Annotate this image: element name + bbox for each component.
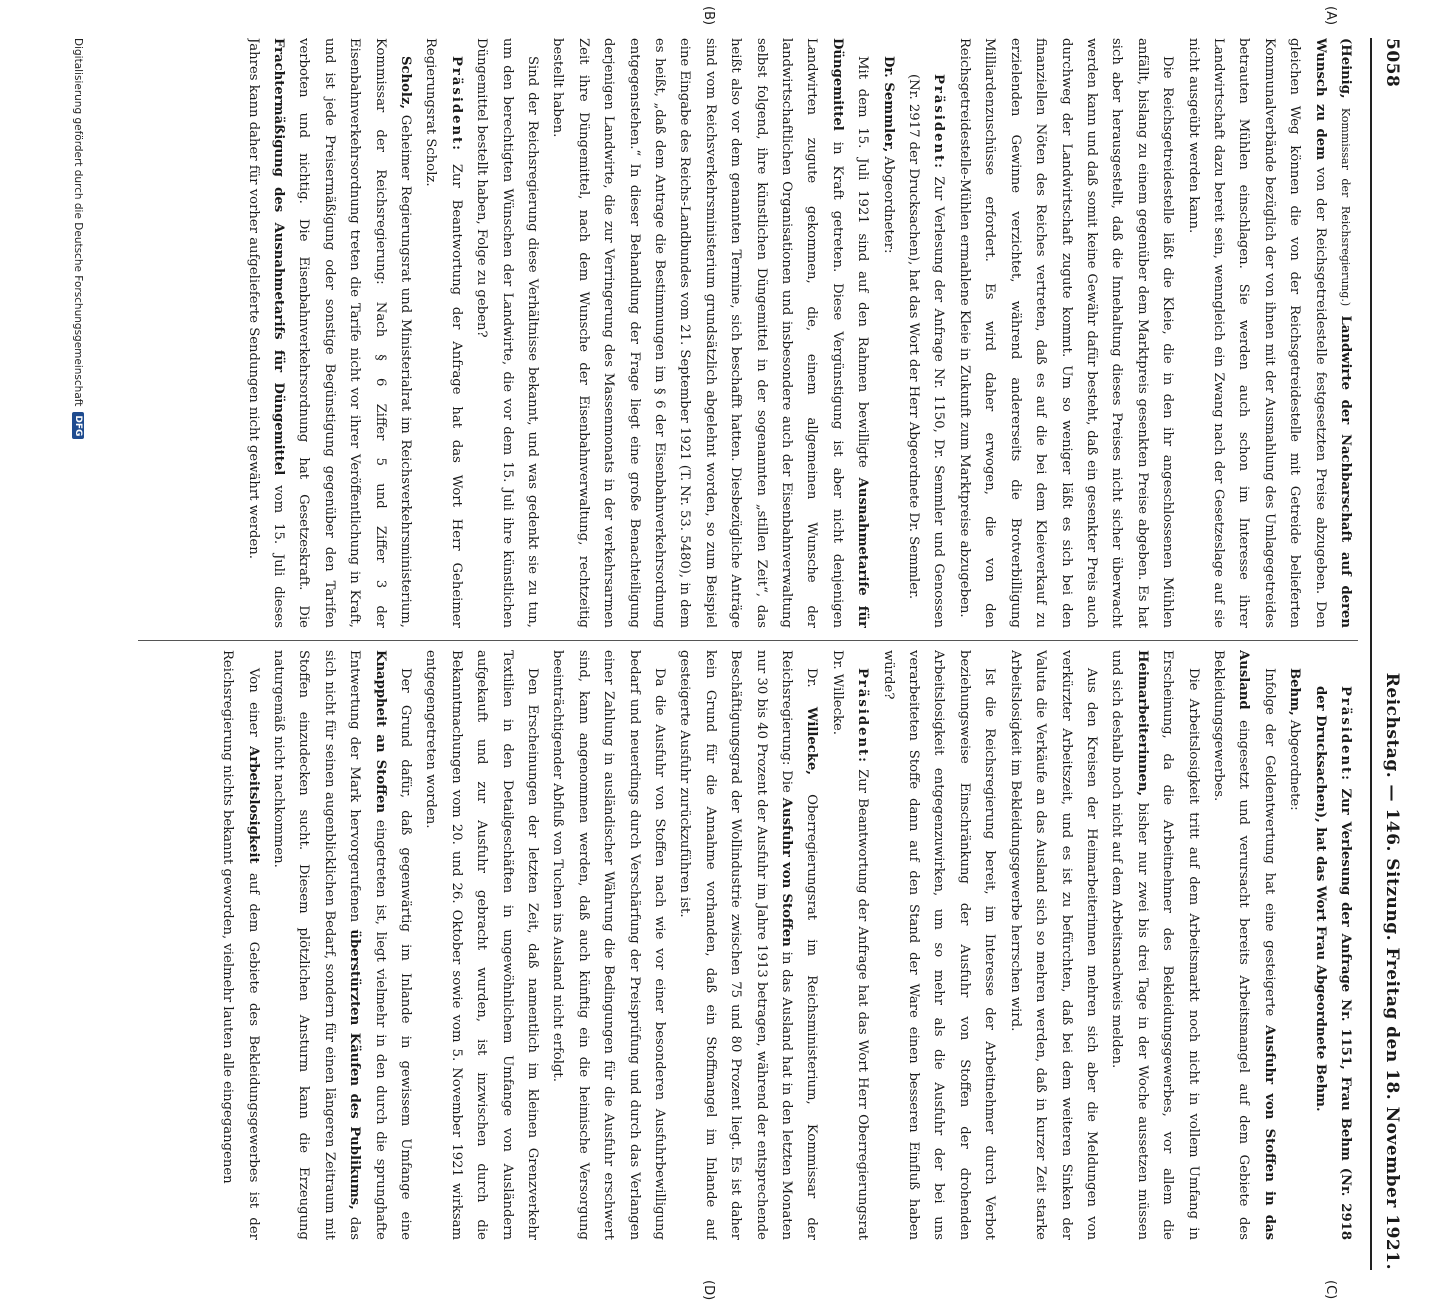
page-number: 5058 xyxy=(1382,38,1402,88)
margin-mark-a: (A) xyxy=(1323,6,1338,26)
running-title: Reichstag. — 146. Sitzung. Freitag den 18. November 1921. xyxy=(1382,672,1402,1270)
paragraph-text: Zur Verlesung der Anfrage Nr. 1150, Dr. Semmler und Genossen (Nr. 2917 der Drucksachen), hat das Wort der Herr Abgeordnete Dr. Semmler. xyxy=(906,74,947,628)
paragraph-text: in das Ausland hat in den letzten Monaten nur 30 bis 40 Prozent der Ausfuhr im Jahre 1913 betragen, während der entsprechende Beschäftigungsgrad der Wollindustrie zwischen 75 und 80 Prozent liegt. Es ist daher kein Grund für die Annahme vorhanden, daß ein Stoffmangel im Inlande auf gesteigerte Ausfuhr zurückzuführen ist. xyxy=(677,650,795,1240)
paragraph-text: von der Reichsgetreidestelle festgesetzten Preise abzugeben. Den gleichen Weg können die von der Reichsgetreidestelle mit Getreide belieferten Kommunalverbände bezüglich der von ihnen mit der Ausmahlung des Umlagegetreides betrauten Mühlen einschlagen. Sie werden auch schon im Interesse ihrer Landwirtschaft dazu bereit sein, wenngleich ein Zwang nach der Gesetzeslage auf sie nicht ausgeübt werden kann. xyxy=(1185,38,1328,628)
speaker-role: Oberregierungsrat im Reichsministerium, Kommissar der Reichsregierung: Die xyxy=(779,650,820,1240)
president-statement xyxy=(824,650,875,1240)
paragraph: Da die Ausfuhr von Stoffen nach wie vor einer besonderen Ausfuhrbewilligung bedarf und neuerdings durch Verschärfung der Preisprüfung und durch das Verlangen einer Zahlung in ausländischer Währung die Bedingungen für die Ausfuhr erschwert sind, kann angenommen werden, daß auch künftig ein die heimische Versorgung beeinträchtigender Abfluß von Tuchen ins Ausland nicht erfolgt. xyxy=(550,650,668,1240)
column-divider xyxy=(138,640,1358,641)
paragraph-text: eingetreten ist, liegt vielmehr in den durch die sprunghafte Entwertung der Mark hervorgerufenen xyxy=(347,650,388,1240)
speaker-role: Abgeordneter: xyxy=(880,156,896,254)
speaker-role: Kommissar der Reichsregierung.) xyxy=(1339,107,1352,307)
paragraph-text: Zur Beantwortung der Anfrage hat das Wort Herr Oberregierungsrat Dr. Willecke. xyxy=(829,650,871,1240)
paragraph: Aus den Kreisen der Heimarbeiterinnen mehren sich aber die Meldungen von verkürzter Arbeitszeit, und es ist zu befürchten, daß bei dem weiteren Sinken der Valuta die Verkäufe an das Ausland sich so mehren werden, daß in kurzer Zeit starke Arbeitslosigkeit im Bekleidungsgewerbe herrschen wird. xyxy=(1007,650,1099,1240)
speaker-name: Scholz, xyxy=(397,56,413,110)
speaker-line xyxy=(1282,650,1307,1240)
paragraph-text: das sich nicht für seinen augenblicklichen Bedarf, sondern für einen längeren Zeitraum mit Stoffen einzudecken sucht. Diesem plötzlichen Ansturm kann die Erzeugung naturgemäß nicht nachkommen. xyxy=(270,650,363,1240)
paragraph: Sind der Reichsregierung diese Verhältnisse bekannt, und was gedenkt sie zu tun, um den berechtigten Wünschen der Landwirte, die vor dem 15. Juli ihre künstlichen Düngemittel bestellt haben, Folge zu geben? xyxy=(474,38,540,628)
page-header xyxy=(1382,38,1402,1270)
emphasis: Knappheit an Stoffen xyxy=(372,650,388,813)
paragraph-text: Zur Beantwortung der Anfrage hat das Wort Herr Geheimer Regierungsrat Scholz. xyxy=(423,38,464,628)
paragraph-text: Infolge der Geldentwertung hat eine gesteigerte xyxy=(1261,668,1277,1017)
president-statement xyxy=(418,38,469,628)
paragraph-text: vom 15. Juli dieses Jahres kann daher für vorher aufgelieferte Sendungen nicht gewährt werden. xyxy=(245,38,286,628)
left-column xyxy=(138,38,1358,628)
paragraph-text: eingesetzt und verursacht bereits Arbeitsmangel auf dem Gebiete des Bekleidungsgewerbes. xyxy=(1210,650,1252,1240)
speaker-name: Dr. Semmler, xyxy=(880,56,896,153)
paragraph-text: Geheimer Regierungsrat und Ministerialrat im Reichsverkehrsministerium, Kommissar der Reichsregierung: Nach § 6 Ziffer 5 und Ziffer 3 der Eisenbahnverkehrsordnung treten die Tarife nicht vor ihrer Veröffentlichung in Kraft, und ist jede Preisermäßigung oder sonstige Begünstigung gegenüber den Tarifen verboten und nichtig. Die Eisenbahnverkehrsordnung hat Gesetzeskraft. Die xyxy=(296,38,413,628)
right-column xyxy=(138,650,1358,1240)
paragraph xyxy=(215,650,266,1240)
president-statement xyxy=(1307,650,1358,1240)
paragraph: Den Erscheinungen der letzten Zeit, daß namentlich im kleinen Grenzverkehr Textilien in den Detailgeschäften in ungewöhnlichem Umfange von Ausländern aufgekauft und zur Ausfuhr gebracht wurden, ist inzwischen durch die Bekanntmachungen vom 20. und 26. Oktober sowie vom 5. November 1921 wirksam entgegengetreten worden. xyxy=(423,650,540,1240)
emphasis: Ausnahmetarife für Düngemittel xyxy=(829,38,871,628)
emphasis: Landwirte der Nachbarschaft auf deren Wunsch zu dem xyxy=(1312,38,1353,628)
paragraph xyxy=(240,38,418,628)
margin-mark-b: (B) xyxy=(701,6,716,26)
paragraph-text: Zur Verlesung der Anfrage Nr. 1151, Frau Behm (Nr. 2918 der Drucksachen), hat das Wort Frau Abgeordnete Behm. xyxy=(1312,686,1353,1240)
emphasis: Frachtermäßigung des Ausnahmetarifs für Düngemittel xyxy=(270,38,286,476)
speaker-name: (Heinig, xyxy=(1338,38,1353,99)
paragraph-text: in Kraft getreten. Diese Vergünstigung ist aber nicht denjenigen Landwirten zugute gekommen, die, einem allgemeinen Wunsche der landwirtschaftlichen Organisationen und insbesondere auch der Eisenbahnverwaltung selbst folgend, ihre künstlichen Düngemittel in der sogenannten „stillen Zeit“, das heißt also vor dem genannten Termine, sich beschafft hatten. Diesbezügliche Anträge sind vom Reichsverkehrsministerium grundsätzlich abgelehnt worden, so zum Beispiel eine Eingabe des Reichs-Landbundes vom 21. September 1921 (T. Nr. 53. 5480), in dem es heißt, „daß dem Antrage die Bestimmungen im § 6 der Eisenbahnverkehrsordnung entgegenstehen.“ In dieser Behandlung der Frage liegt eine große Benachteiligung derjenigen Landwirte, die zur Verringerung des Massenmonats in der verkehrsarmen Zeit ihre Düngemittel, nach dem Wunsche der Eisenbahnverwaltung, rechtzeitig bestellt haben. xyxy=(550,38,845,628)
speaker-label: Präsident: xyxy=(448,56,464,153)
speaker-label: Präsident: xyxy=(931,74,947,171)
speaker-label: Präsident: xyxy=(855,668,871,765)
speaker-name: Willecke, xyxy=(804,706,820,775)
margin-mark-d: (D) xyxy=(701,1280,716,1300)
paragraph-text: Die Arbeitslosigkeit tritt auf dem Arbeitsmarkt noch nicht in vollem Umfang in Erscheinung, da die Arbeitnehmer des Bekleidungsgewerbes, vor allem die xyxy=(1160,650,1201,1240)
paragraph xyxy=(545,38,875,628)
speaker-role: Abgeordnete: xyxy=(1287,719,1303,811)
paragraph-text: Von einer xyxy=(245,668,261,737)
paragraph-text: Mit dem 15. Juli 1921 sind auf den Rahmen bewilligte xyxy=(855,56,871,468)
emphasis: Ausfuhr von Stoffen xyxy=(779,797,795,947)
emphasis: Arbeitslosigkeit xyxy=(245,746,261,864)
digitization-credit xyxy=(72,38,84,978)
emphasis: Heimarbeiterinnen, xyxy=(1134,650,1150,797)
paragraph-text: bisher nur zwei bis drei Tage in der Woche aussetzen müssen und sich deshalb noch nicht auf dem Arbeitsnachweis melden. xyxy=(1109,650,1150,1240)
paragraph xyxy=(1104,650,1206,1240)
paragraph: Ist die Reichsregierung bereit, im Interesse der Arbeitnehmer durch Verbot beziehungsweise Einschränkung der Ausfuhr von Stoffen der drohenden Arbeitslosigkeit entgegenzuwirken, um so mehr als die Ausfuhr der bei uns verarbeiteten Stoffe dann auf den Stand der Ware einen besseren Einfluß haben würde? xyxy=(880,650,998,1240)
margin-mark-c: (C) xyxy=(1323,1280,1338,1300)
paragraph-text: auf dem Gebiete des Bekleidungsgewerbes ist der Reichsregierung nichts bekannt geworden, vielmehr lauten alle eingegangenen xyxy=(220,650,261,1240)
paragraph-text: Der Grund dafür, daß gegenwärtig im Inlande in gewissem Umfange eine xyxy=(397,668,413,1240)
paragraph xyxy=(1206,650,1282,1240)
emphasis: überstürzten Käufen des Publikums, xyxy=(347,929,363,1210)
paragraph xyxy=(1180,38,1358,628)
speaker-name: Behm, xyxy=(1287,668,1303,716)
president-statement xyxy=(901,38,952,628)
dfg-logo: DFG xyxy=(72,412,84,439)
paragraph: Die Reichsgetreidestelle läßt die Kleie, die in den ihr angeschlossenen Mühlen anfällt, bislang zu einem gegenüber dem Marktpreis gesenkten Preise abgeben. Es hat sich aber herausgestellt, daß die Innehaltung dieses Preises nicht sicher überwacht werden kann und daß somit keine Gewähr dafür besteht, daß ein gesenkter Preis auch durchweg der Landwirtschaft zugute kommt. Um so weniger läßt es sich bei den finanziellen Nöten des Reiches vertreten, daß es auf die bei dem Kleieverkauf zu erzielenden Gewinne verzichtet, während andererseits die Brotverbilligung Milliardenzuschüsse erfordert. Es wird daher erwogen, die von den Reichsgetreidestelle-Mühlen ermahlene Kleie in Zukunft zum Marktpreise abzugeben. xyxy=(956,38,1176,628)
emphasis: Ausfuhr von Stoffen in das Ausland xyxy=(1236,650,1277,1240)
paragraph xyxy=(672,650,824,1240)
header-rule xyxy=(1370,38,1372,1270)
speaker-prefix: Dr. xyxy=(804,668,820,688)
credit-text: Digitalisierung gefördert durch die Deutsche Forschungsgemeinschaft xyxy=(72,38,84,407)
speaker-line xyxy=(875,38,900,628)
speaker-label: Präsident: xyxy=(1338,686,1353,783)
paragraph xyxy=(266,650,418,1240)
